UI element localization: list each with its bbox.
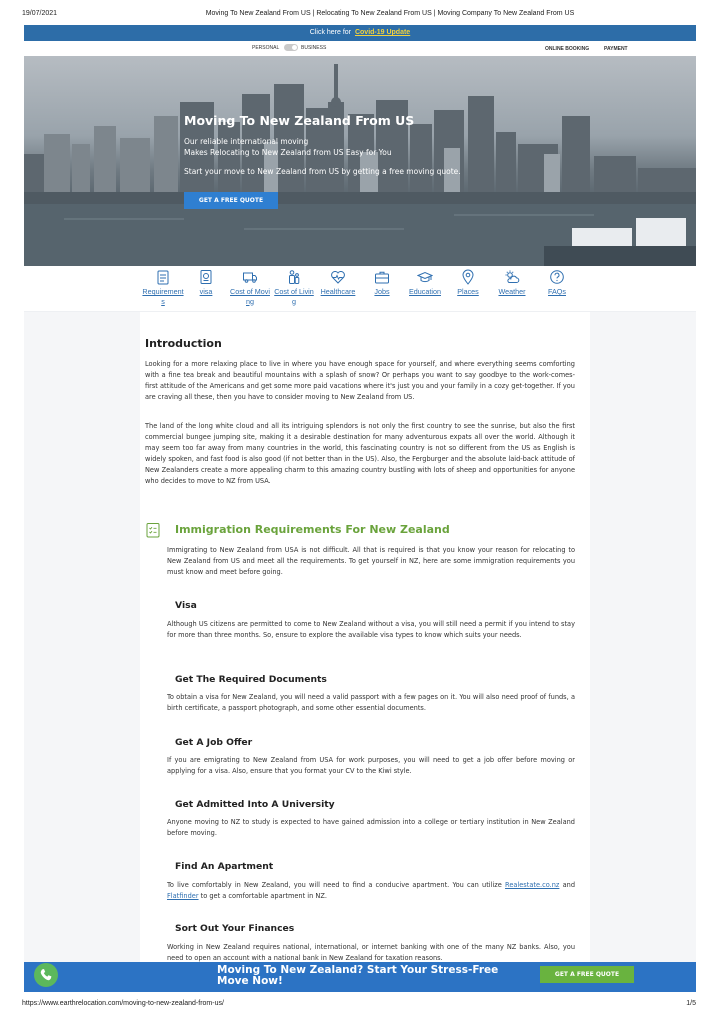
apartment-heading: Find An Apartment [175,861,274,872]
online-booking-link[interactable]: ONLINE BOOKING [545,46,590,52]
print-url: https://www.earthrelocation.com/moving-to-new-zealand-from-us/ [22,1000,224,1007]
print-page-title: Moving To New Zealand From US | Relocating To New Zealand From US | Moving Company To New Zealand From US [205,10,575,17]
nav-item-healthcare[interactable] [317,266,359,297]
nav-label: Healthcare [320,287,356,296]
hero-subtitle-1: Our reliable international moving [184,137,309,146]
city-skyline-image [24,56,696,266]
print-header [0,0,720,22]
apartment-text-2: to get a comfortable apartment in NZ. [200,892,327,900]
personal-business-toggle[interactable] [284,44,298,51]
nav-label: Cost of Living [274,287,314,306]
nav-label: Education [409,287,441,296]
nav-label: Places [457,287,479,296]
hero-subtitle-2: Makes Relocating to New Zealand from US Easy for You [184,148,392,157]
business-label: BUSINESS [301,45,327,51]
print-footer [0,996,720,1018]
nav-item-education[interactable] [404,266,446,297]
nav-item-cost-of-moving[interactable] [229,266,271,306]
job-offer-heading: Get A Job Offer [175,737,253,748]
hero-free-quote-button[interactable]: GET A FREE QUOTE [184,192,278,209]
nav-item-places[interactable] [447,266,489,297]
truck-icon [242,269,258,285]
hero-banner [24,56,696,266]
question-icon [549,269,565,285]
covid-banner [24,25,696,41]
hero-title: Moving To New Zealand From US [184,113,415,128]
passport-icon [198,269,214,285]
weather-icon [504,269,520,285]
graduation-cap-icon [417,269,433,285]
hero-subtitle-3: Start your move to New Zealand from US by getting a free moving quote. [184,167,461,176]
nav-label: Requirements [142,287,184,306]
realestate-link[interactable]: Realestate.co.nz [505,881,560,889]
phone-button[interactable] [34,963,58,987]
phone-icon [39,968,53,982]
nav-item-requirements[interactable] [142,266,184,306]
apartment-paragraph [167,880,575,902]
intro-paragraph-2: The land of the long white cloud and all its intriguing splendors is not only the first country to see the sunrise, but also the first commercial bungee jumping site, making it a desirable destination for many adventurous expats all over the world. Although it may seem too far away from many countries in the world, this fascinating country is not so different from the US as English is widely spoken, and fast food is also good (if not better than in the US). Also, the Fergburger and the absolute laid-back attitude of New Zealanders create a more appealing charm to this amazing country bustling with lots of sheep and opportunities for anyone who decides to move to NZ from USA. [145,422,575,485]
checklist-icon [146,522,160,538]
flatfinder-link[interactable]: Flatfinder [167,892,199,900]
heart-pulse-icon [330,269,346,285]
intro-paragraph-1: Looking for a more relaxing place to live in where you have enough space for yourself, and where everything seems comforting with a fine tea break and beautiful mountains with a splash of snow? Or perhaps you want to say goodbye to the work-comes-first attitude of the Americans and get some more paid vacations where it's just you and your family in a cozy get-together. If you are craving all these, then you have to consider moving to New Zealand from US. [145,360,575,401]
nav-label: Weather [498,287,526,296]
map-pin-icon [460,269,476,285]
university-paragraph: Anyone moving to NZ to study is expected to have gained admission into a college or tertiary institution in New Zealand before moving. [167,818,575,837]
visa-heading: Visa [175,600,197,611]
covid-banner-prefix: Click here for [309,29,352,36]
nav-label: visa [199,287,213,296]
nav-label: Jobs [374,287,390,296]
university-heading: Get Admitted Into A University [175,799,335,810]
payment-link[interactable]: PAYMENT [604,46,628,52]
finances-heading: Sort Out Your Finances [175,923,295,934]
immigration-intro: Immigrating to New Zealand from USA is not difficult. All that is required is that you know your reason for relocating to New Zealand from US and meet all the requirements. To get yourself in NZ, here are some immigration requirements you must know and meet before going. [167,546,575,576]
covid-update-link[interactable]: Covid-19 Update [354,29,411,36]
introduction-heading: Introduction [145,337,222,350]
print-date: 19/07/2021 [22,10,58,17]
documents-heading: Get The Required Documents [175,674,327,685]
cta-free-quote-button[interactable]: GET A FREE QUOTE [540,966,634,983]
cta-bar [24,962,696,992]
nav-label: Cost of Moving [230,287,270,306]
personal-label: PERSONAL [252,45,280,51]
cta-text: Moving To New Zealand? Start Your Stress-Free Move Now! [217,964,499,987]
checklist-icon [155,269,171,285]
visa-paragraph: Although US citizens are permitted to come to New Zealand without a visa, you will still need a permit if you intend to stay for more than three months. So, ensure to explore the available visa types to know which suits your needs. [167,620,575,639]
documents-paragraph: To obtain a visa for New Zealand, you will need a valid passport with a few pages on it. You will also need proof of funds, a birth certificate, a passport photograph, and some other essential documents. [167,693,575,712]
family-icon [286,269,302,285]
finances-paragraph: Working in New Zealand requires national, international, or internet banking with one of the many NZ banks. Also, you need to open an account with a national bank in New Zealand for taxation reasons. [167,943,575,962]
nav-item-faqs[interactable] [536,266,578,297]
apartment-text-1: To live comfortably in New Zealand, you will need to find a conducive apartment. You can utilize [167,881,502,889]
briefcase-icon [374,269,390,285]
nav-item-cost-of-living[interactable] [273,266,315,306]
immigration-heading: Immigration Requirements For New Zealand [175,523,450,536]
nav-label: FAQs [548,287,566,296]
nav-item-visa[interactable] [185,266,227,297]
nav-item-jobs[interactable] [361,266,403,297]
job-offer-paragraph: If you are emigrating to New Zealand from USA for work purposes, you will need to get a job offer before moving or applying for a visa. Also, ensure that you format your CV to the Kiwi style. [167,756,575,775]
nav-item-weather[interactable] [491,266,533,297]
top-bar [24,41,696,56]
topic-nav [24,266,696,312]
apartment-and: and [562,881,575,889]
print-page-number: 1/5 [686,1000,696,1007]
